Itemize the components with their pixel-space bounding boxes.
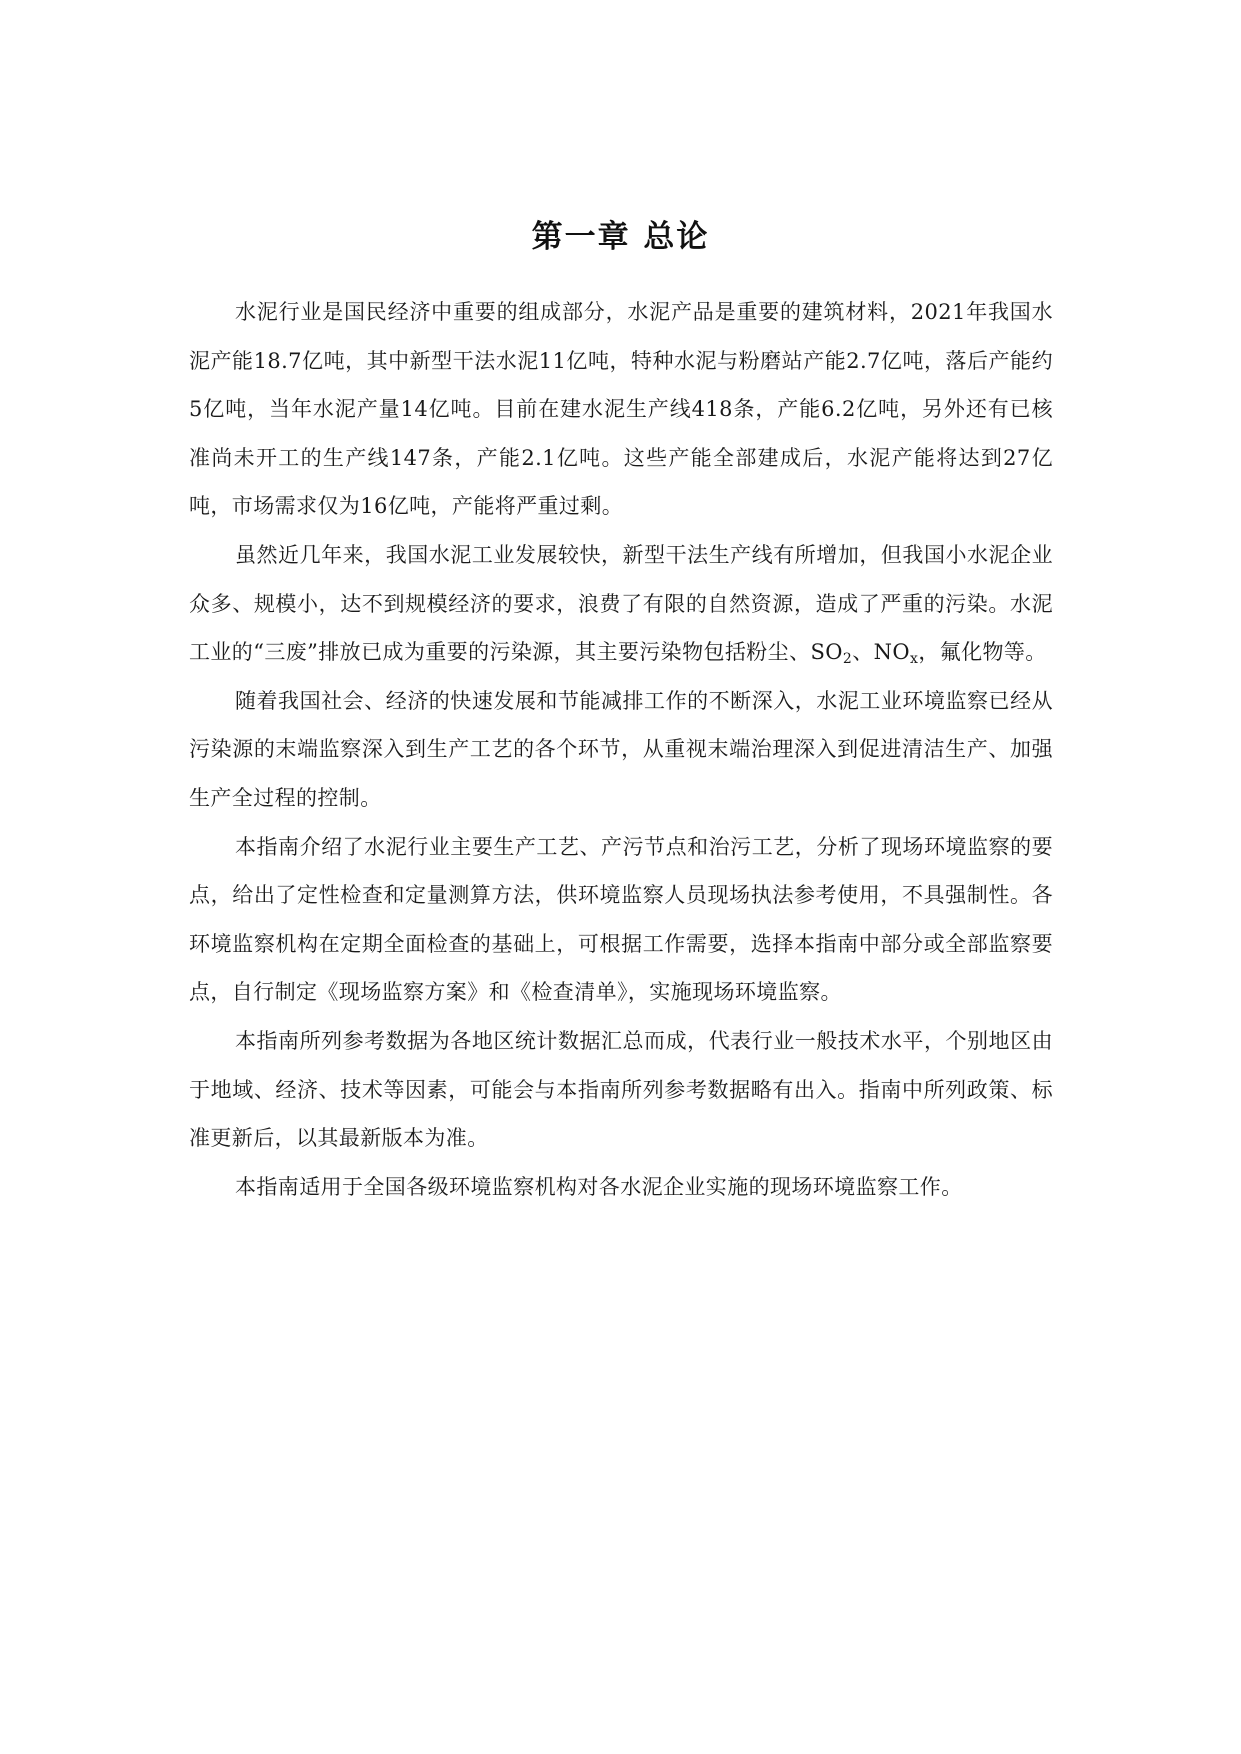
paragraph-scope: 本指南适用于全国各级环境监察机构对各水泥企业实施的现场环境监察工作。 [235,1174,963,1199]
paragraph-reference-data: 本指南所列参考数据为各地区统计数据汇总而成，代表行业一般技术水平，个别地区由于地域、经济、技术等因素，可能会与本指南所列参考数据略有出入。指南中所列政策、标准更新后，以其最新版本为准。 [189,1028,1053,1151]
so2-formula: $SO_2$ [810,640,853,668]
paragraph-pollution-text: 虽然近几年来，我国水泥工业发展较快，新型干法生产线有所增加，但我国小水泥企业众多、规模小，达不到规模经济的要求，浪费了有限的自然资源，造成了严重的污染。水泥工业的“三废”排放已成为重要的污染源，其主要污染物包括粉尘、 [189,542,1053,665]
nox-formula: $NO_x$ [873,640,919,668]
paragraph-guide-content: 本指南介绍了水泥行业主要生产工艺、产污节点和治污工艺，分析了现场环境监察的要点，给出了定性检查和定量测算方法，供环境监察人员现场执法参考使用，不具强制性。各环境监察机构在定期全面检查的基础上，可根据工作需要，选择本指南中部分或全部监察要点，自行制定《现场监察方案》和《检查清单》，实施现场环境监察。 [189,834,1053,1005]
body-text [189,288,1053,1211]
chapter-title: 第一章 总论 [531,218,710,255]
paragraph-industry-overview: 水泥行业是国民经济中重要的组成部分，水泥产品是重要的建筑材料，2021年我国水泥产能18.7亿吨，其中新型干法水泥11亿吨，特种水泥与粉磨站产能2.7亿吨，落后产能约5亿吨，当年水泥产量14亿吨。目前在建水泥生产线418条，产能6.2亿吨，另外还有已核准尚未开工的生产线147条，产能2.1亿吨。这些产能全部建成后，水泥产能将达到27亿吨，市场需求仅为16亿吨，产能将严重过剩。 [189,300,1053,519]
paragraph-pollution: 虽然近几年来，我国水泥工业发展较快，新型干法生产线有所增加，但我国小水泥企业众多、规模小，达不到规模经济的要求，浪费了有限的自然资源，造成了严重的污染。水泥工业的“三废”排放已成为重要的污染源，其主要污染物包括粉尘、$SO_2$、$NO_x$，氟化物等。 [189,542,1053,668]
paragraph-supervision-shift: 随着我国社会、经济的快速发展和节能减排工作的不断深入，水泥工业环境监察已经从污染源的末端监察深入到生产工艺的各个环节，从重视末端治理深入到促进清洁生产、加强生产全过程的控制。 [189,688,1053,810]
